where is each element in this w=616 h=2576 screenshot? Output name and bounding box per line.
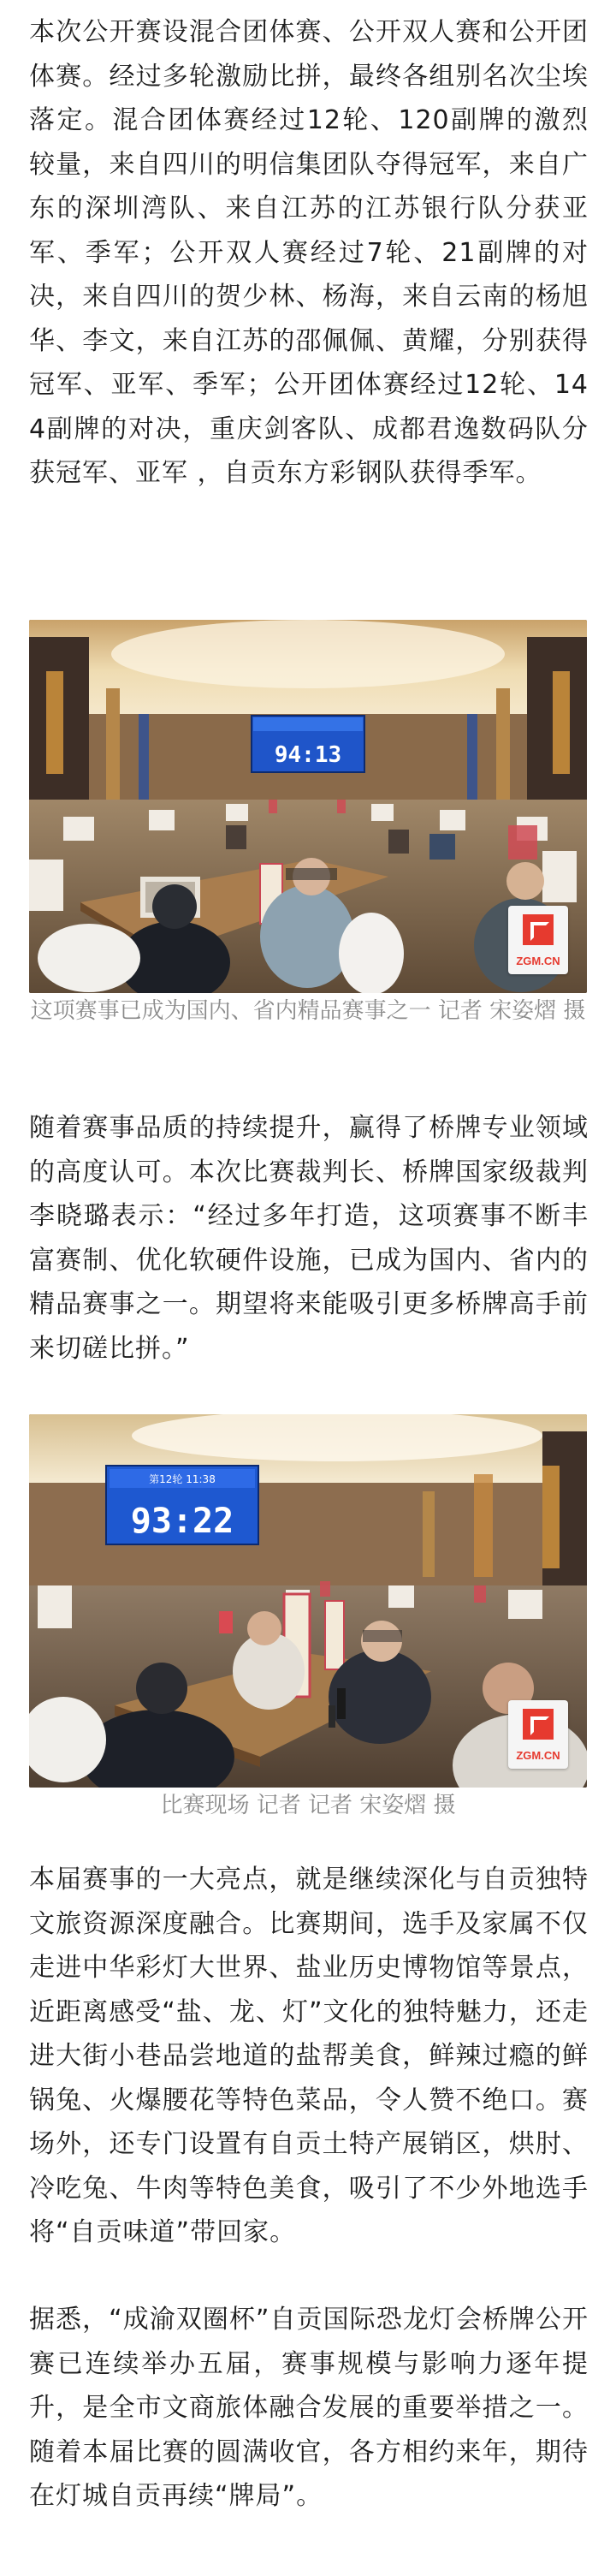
- paragraph-results: 本次公开赛设混合团体赛、公开双人赛和公开团体赛。经过多轮激励比拼，最终各组别名次尘埃落定。混合团体赛经过12轮、120副牌的激烈较量，来自四川的明信集团队夺得冠军，来自广东的深圳湾队、来自江苏的江苏银行队分获亚军、季军；公开双人赛经过7轮、21副牌的对决，来自四川的贺少林、杨海，来自云南的杨旭华、李文，来自江苏的邵佩佩、黄耀，分别获得冠军、亚军、季军；公开团体赛经过12轮、144副牌的对决，重庆剑客队、成都君逸数码队分获冠军、亚军 ，自贡东方彩钢队获得季军。: [29, 17, 589, 488]
- scoreboard-time-2: 93:22: [130, 1502, 234, 1541]
- zgm-logo-icon: [523, 914, 554, 945]
- photo-match-scene[interactable]: [29, 1414, 587, 1788]
- scoreboard-round: 第12轮 11:38: [149, 1473, 216, 1485]
- zgm-logo-badge-2: [508, 1700, 568, 1769]
- zgm-logo-icon: [523, 1709, 554, 1740]
- zgm-logo-text: ZGM.CN: [516, 955, 560, 967]
- photo-tournament-hall[interactable]: [29, 620, 587, 993]
- photo-caption-1: 这项赛事已成为国内、省内精品赛事之一 记者 宋姿熠 摄: [30, 998, 586, 1024]
- paragraph-recognition: 随着赛事品质的持续提升，赢得了桥牌专业领域的高度认可。本次比赛裁判长、桥牌国家级裁判李晓璐表示：“经过多年打造，这项赛事不断丰富赛制、优化软硬件设施，已成为国内、省内的精品赛事之一。期望将来能吸引更多桥牌高手前来切磋比拼。”: [29, 1113, 589, 1364]
- scoreboard-time: 94:13: [274, 742, 342, 768]
- paragraph-culture: 本届赛事的一大亮点，就是继续深化与自贡独特文旅资源深度融合。比赛期间，选手及家属不仅走进中华彩灯大世界、盐业历史博物馆等景点，近距离感受“盐、龙、灯”文化的独特魅力，还走进大街小巷品尝地道的盐帮美食，鲜辣过瘾的鲜锅兔、火爆腰花等特色菜品，令人赞不绝口。赛场外，还专门设置有自贡土特产展销区，烘肘、冷吃兔、牛肉等特色美食，吸引了不少外地选手将“自贡味道”带回家。: [29, 1865, 589, 2247]
- zgm-logo-text-2: ZGM.CN: [516, 1749, 560, 1762]
- hall-scene-image: [29, 620, 587, 993]
- paragraph-summary: 据悉，“成渝双圈杯”自贡国际恐龙灯会桥牌公开赛已连续举办五届，赛事规模与影响力逐年提升，是全市文商旅体融合发展的重要举措之一。随着本届比赛的圆满收官，各方相约来年，期待在灯城自贡再续“牌局”。: [29, 2305, 589, 2511]
- match-scene-image: [29, 1414, 587, 1788]
- photo-caption-2: 比赛现场 记者 记者 宋姿熠 摄: [160, 1793, 456, 1818]
- zgm-logo-badge: [508, 906, 568, 974]
